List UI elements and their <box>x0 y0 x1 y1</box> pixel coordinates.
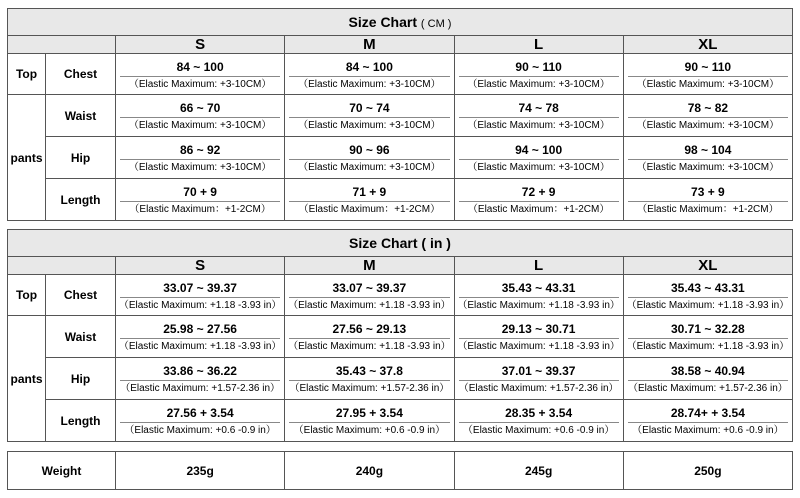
cell-note: （Elastic Maximum: +1.18 -3.93 in） <box>288 299 451 311</box>
cm-hip-s <box>116 137 285 179</box>
cell-note: （Elastic Maximum: +3-10CM） <box>467 162 610 173</box>
in-length-xl <box>623 400 792 442</box>
in-waist-xl <box>623 316 792 358</box>
cell-value: 94 ~ 100 <box>459 141 619 160</box>
weight-table <box>7 451 793 490</box>
in-row-length <box>8 400 793 442</box>
weight-row <box>8 452 793 490</box>
cm-size-l: L <box>454 36 623 54</box>
cm-length-xl <box>623 179 792 221</box>
cell-value: 90 ~ 110 <box>459 58 619 77</box>
cell-value: 74 ~ 78 <box>459 99 619 118</box>
cm-group-pants: pants <box>8 95 46 221</box>
in-size-s: S <box>116 257 285 275</box>
cm-label-waist: Waist <box>46 95 116 137</box>
cm-size-m: M <box>285 36 454 54</box>
cell-note: （Elastic Maximum：+1-2CM） <box>637 204 779 215</box>
in-label-chest: Chest <box>46 275 116 316</box>
in-size-xl: XL <box>623 257 792 275</box>
in-waist-m <box>285 316 454 358</box>
cell-note: （Elastic Maximum: +3-10CM） <box>636 162 780 173</box>
cm-title-unit: ( CM ) <box>420 18 452 30</box>
cell-note: （Elastic Maximum: +3-10CM） <box>467 78 610 90</box>
cell-value: 33.07 ~ 39.37 <box>120 279 280 298</box>
cell-note: （Elastic Maximum: +1.18 -3.93 in） <box>457 341 620 352</box>
cell-value: 33.07 ~ 39.37 <box>289 279 449 298</box>
in-chest-xl <box>623 275 792 316</box>
cm-size-s: S <box>116 36 285 54</box>
weight-m: 240g <box>285 452 454 490</box>
cell-value: 90 ~ 110 <box>628 58 788 77</box>
cell-note: （Elastic Maximum: +1.18 -3.93 in） <box>626 299 790 311</box>
in-hip-s <box>116 358 285 400</box>
cm-row-chest <box>8 54 793 95</box>
cell-value: 30.71 ~ 32.28 <box>628 320 788 339</box>
cell-value: 29.13 ~ 30.71 <box>459 320 619 339</box>
in-row-waist <box>8 316 793 358</box>
cell-note: （Elastic Maximum：+1-2CM） <box>298 204 441 215</box>
cell-value: 27.95 + 3.54 <box>289 404 449 423</box>
cell-note: （Elastic Maximum：+1-2CM） <box>467 204 610 215</box>
cm-label-hip: Hip <box>46 137 116 179</box>
cell-note: （Elastic Maximum: +1.57-2.36 in） <box>120 383 281 394</box>
in-group-pants: pants <box>8 316 46 442</box>
in-label-waist: Waist <box>46 316 116 358</box>
cell-value: 38.58 ~ 40.94 <box>628 362 788 381</box>
cell-value: 86 ~ 92 <box>120 141 280 160</box>
in-waist-s <box>116 316 285 358</box>
cell-value: 25.98 ~ 27.56 <box>120 320 280 339</box>
cell-value: 28.74+ + 3.54 <box>628 404 788 423</box>
cell-value: 70 ~ 74 <box>289 99 449 118</box>
cm-label-length: Length <box>46 179 116 221</box>
cell-value: 35.43 ~ 43.31 <box>628 279 788 298</box>
in-label-hip: Hip <box>46 358 116 400</box>
in-row-chest <box>8 275 793 316</box>
size-chart-inch <box>7 229 793 442</box>
cm-row-hip <box>8 137 793 179</box>
weight-s: 235g <box>116 452 285 490</box>
cm-hip-l <box>454 137 623 179</box>
cell-value: 66 ~ 70 <box>120 99 280 118</box>
cell-note: （Elastic Maximum: +3-10CM） <box>636 78 780 90</box>
in-title-unit: ( in ) <box>421 235 451 251</box>
cell-value: 35.43 ~ 43.31 <box>459 279 619 298</box>
in-waist-l <box>454 316 623 358</box>
cell-note: （Elastic Maximum: +1.18 -3.93 in） <box>457 299 620 311</box>
cell-value: 27.56 + 3.54 <box>120 404 280 423</box>
cell-note: （Elastic Maximum: +3-10CM） <box>467 120 610 131</box>
cell-note: （Elastic Maximum: +1.18 -3.93 in） <box>288 341 451 352</box>
cm-chest-s <box>116 54 285 95</box>
cell-note: （Elastic Maximum: +1.57-2.36 in） <box>289 383 450 394</box>
cell-note: （Elastic Maximum: +3-10CM） <box>298 120 441 131</box>
in-length-s <box>116 400 285 442</box>
in-label-length: Length <box>46 400 116 442</box>
cm-waist-s <box>116 95 285 137</box>
cell-value: 90 ~ 96 <box>289 141 449 160</box>
cell-note: （Elastic Maximum: +3-10CM） <box>128 162 272 173</box>
cell-note: （Elastic Maximum: +1.57-2.36 in） <box>627 383 788 394</box>
cell-value: 33.86 ~ 36.22 <box>120 362 280 381</box>
size-chart-cm <box>7 8 793 221</box>
cell-value: 84 ~ 100 <box>120 58 280 77</box>
cell-note: （Elastic Maximum: +3-10CM） <box>298 78 441 90</box>
cell-value: 70 + 9 <box>120 183 280 202</box>
cm-waist-l <box>454 95 623 137</box>
cell-note: （Elastic Maximum: +0.6 -0.9 in） <box>632 425 784 436</box>
cm-chest-l <box>454 54 623 95</box>
cell-value: 71 + 9 <box>289 183 449 202</box>
cell-value: 78 ~ 82 <box>628 99 788 118</box>
cell-note: （Elastic Maximum: +0.6 -0.9 in） <box>124 425 276 436</box>
in-row-hip <box>8 358 793 400</box>
cell-note: （Elastic Maximum: +1.18 -3.93 in） <box>626 341 790 352</box>
cm-chart-title <box>8 9 793 36</box>
cm-size-xl: XL <box>623 36 792 54</box>
cell-value: 72 + 9 <box>459 183 619 202</box>
cm-waist-xl <box>623 95 792 137</box>
cell-value: 35.43 ~ 37.8 <box>289 362 449 381</box>
in-chest-l <box>454 275 623 316</box>
cm-chest-xl <box>623 54 792 95</box>
cell-note: （Elastic Maximum: +1.18 -3.93 in） <box>118 341 282 352</box>
cell-note: （Elastic Maximum: +0.6 -0.9 in） <box>293 425 446 436</box>
in-hip-xl <box>623 358 792 400</box>
cm-chest-m <box>285 54 454 95</box>
cell-value: 84 ~ 100 <box>289 58 449 77</box>
cm-length-l <box>454 179 623 221</box>
cell-note: （Elastic Maximum: +0.6 -0.9 in） <box>462 425 615 436</box>
in-size-header-row <box>8 257 793 275</box>
cm-hip-xl <box>623 137 792 179</box>
cell-value: 28.35 + 3.54 <box>459 404 619 423</box>
cm-waist-m <box>285 95 454 137</box>
cell-note: （Elastic Maximum: +3-10CM） <box>128 120 272 131</box>
cm-row-length <box>8 179 793 221</box>
cm-group-top: Top <box>8 54 46 95</box>
cell-note: （Elastic Maximum: +3-10CM） <box>128 78 272 90</box>
in-header-blank <box>8 257 116 275</box>
in-hip-m <box>285 358 454 400</box>
cell-value: 98 ~ 104 <box>628 141 788 160</box>
cm-length-m <box>285 179 454 221</box>
in-chart-title <box>8 230 793 257</box>
cell-note: （Elastic Maximum：+1-2CM） <box>129 204 271 215</box>
in-size-l: L <box>454 257 623 275</box>
cell-note: （Elastic Maximum: +1.57-2.36 in） <box>458 383 619 394</box>
weight-l: 245g <box>454 452 623 490</box>
cell-note: （Elastic Maximum: +1.18 -3.93 in） <box>118 299 282 311</box>
cm-label-chest: Chest <box>46 54 116 95</box>
in-hip-l <box>454 358 623 400</box>
cell-note: （Elastic Maximum: +3-10CM） <box>636 120 780 131</box>
in-chest-m <box>285 275 454 316</box>
cm-row-waist <box>8 95 793 137</box>
cell-value: 37.01 ~ 39.37 <box>459 362 619 381</box>
cell-value: 27.56 ~ 29.13 <box>289 320 449 339</box>
cm-hip-m <box>285 137 454 179</box>
cell-value: 73 + 9 <box>628 183 788 202</box>
in-length-m <box>285 400 454 442</box>
cell-note: （Elastic Maximum: +3-10CM） <box>298 162 441 173</box>
cm-header-blank <box>8 36 116 54</box>
in-group-top: Top <box>8 275 46 316</box>
in-title-text: Size Chart <box>349 235 418 251</box>
cm-length-s <box>116 179 285 221</box>
cm-size-header-row <box>8 36 793 54</box>
weight-xl: 250g <box>623 452 792 490</box>
in-length-l <box>454 400 623 442</box>
in-size-m: M <box>285 257 454 275</box>
weight-label: Weight <box>8 452 116 490</box>
cm-title-text: Size Chart <box>348 14 418 30</box>
in-chest-s <box>116 275 285 316</box>
